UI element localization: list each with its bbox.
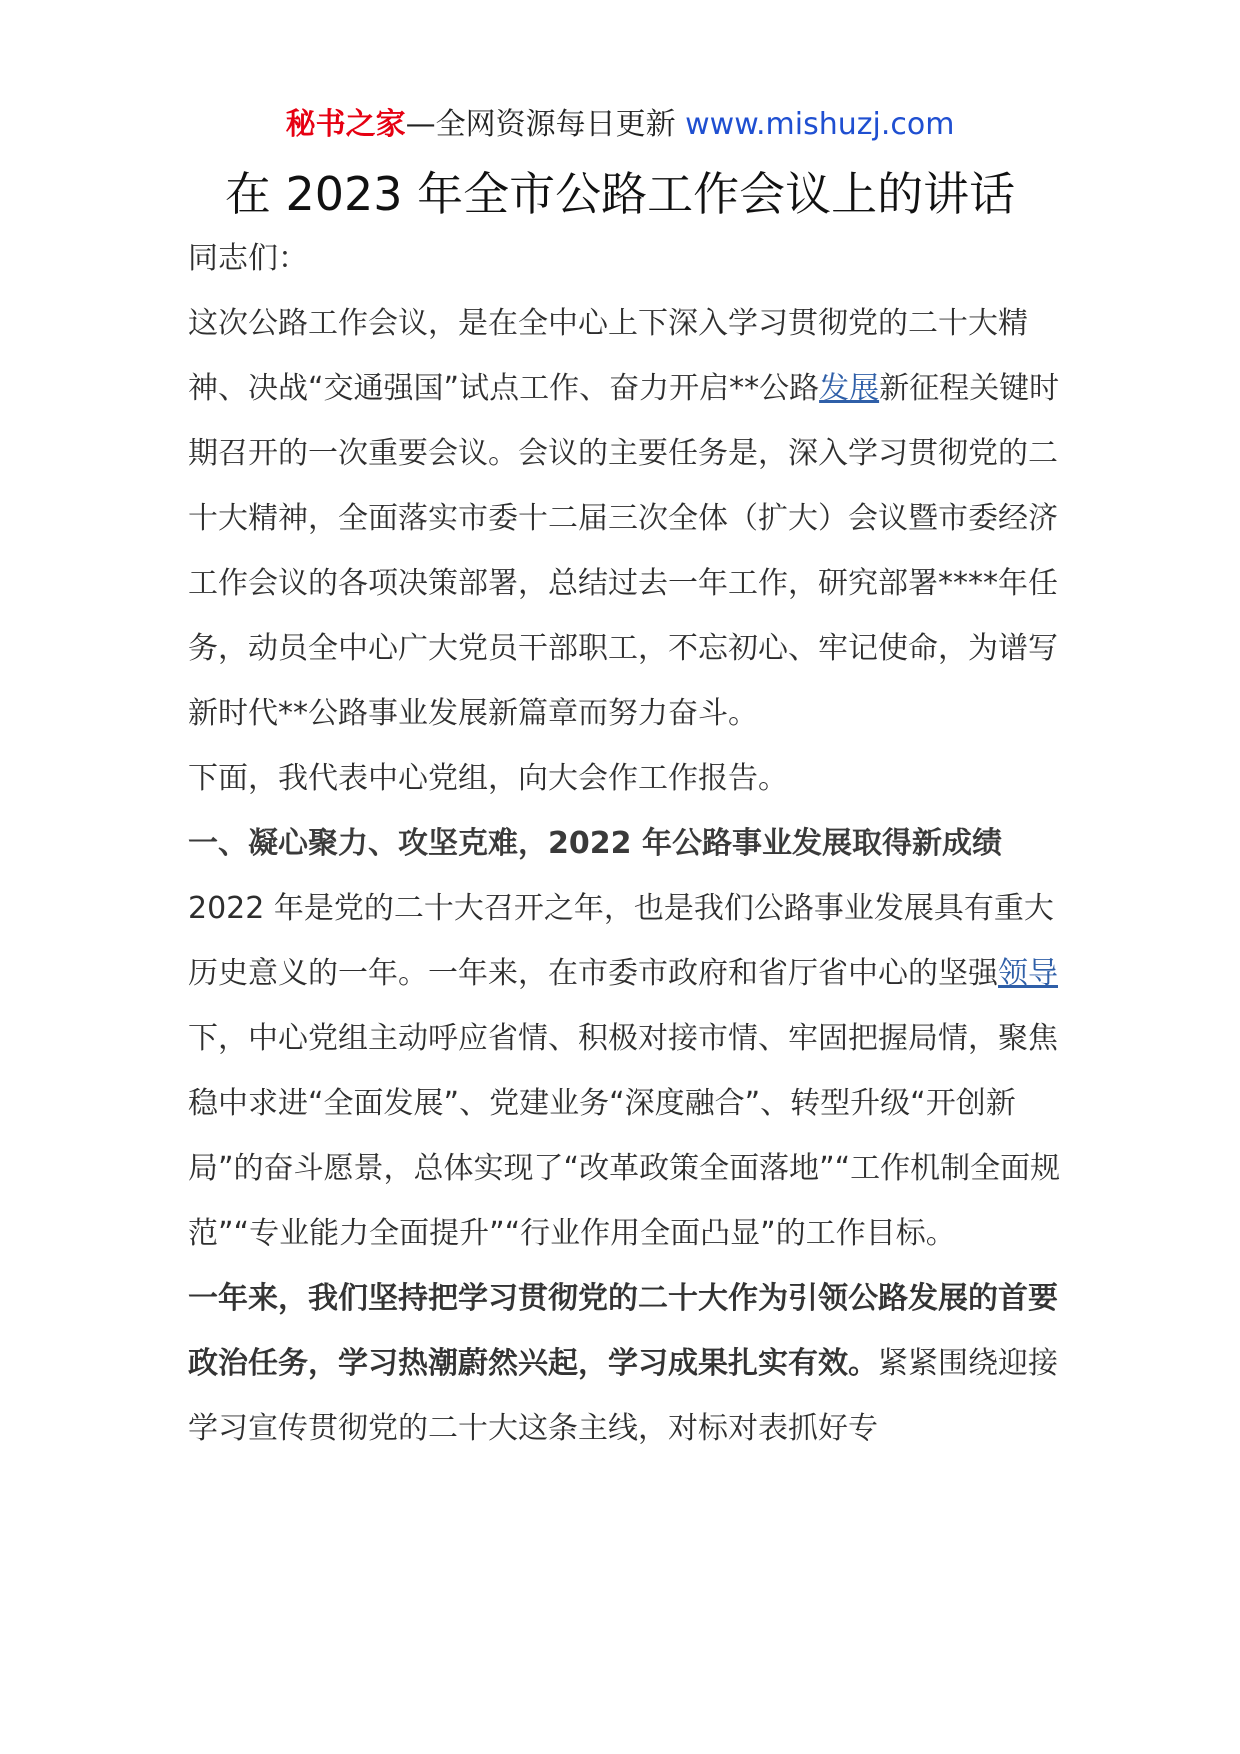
site-header bbox=[0, 100, 1240, 150]
brand-name: 秘书之家 bbox=[285, 107, 406, 142]
paragraph-intro bbox=[188, 291, 1068, 746]
brand-slogan: —全网资源每日更新 bbox=[405, 107, 676, 142]
paragraph-2022-review bbox=[188, 876, 1068, 1266]
document-body bbox=[188, 226, 1068, 1461]
paragraph-report-intro: 下面，我代表中心党组，向大会作工作报告。 bbox=[188, 761, 788, 796]
paragraph-2022-text-a: 2022 年是党的二十大召开之年，也是我们公路事业发展具有重大历史意义的一年。一年来，在市委市政府和省厅省中心的坚强 bbox=[188, 891, 1054, 991]
section-heading-1: 一、凝心聚力、攻坚克难，2022 年公路事业发展取得新成绩 bbox=[188, 826, 1002, 861]
paragraph-study bbox=[188, 1266, 1068, 1461]
paragraph-intro-text-b: 新征程关键时期召开的一次重要会议。会议的主要任务是，深入学习贯彻党的二十大精神，全面落实市委十二届三次全体（扩大）会议暨市委经济工作会议的各项决策部署，总结过去一年工作，研究部署****年任务，动员全中心广大党员干部职工，不忘初心、牢记使命，为谱写新时代**公路事业发展新篇章而努力奋斗。 bbox=[188, 371, 1060, 731]
paragraph-study-rest: 紧紧围绕迎接学习宣传贯彻党的二十大这条主线，对标对表抓好专 bbox=[188, 1346, 1058, 1446]
paragraph-study-bold: 一年来，我们坚持把学习贯彻党的二十大作为引领公路发展的首要政治任务，学习热潮蔚然兴起，学习成果扎实有效。 bbox=[188, 1281, 1058, 1381]
leadership-link[interactable]: 领导 bbox=[998, 956, 1058, 991]
salutation: 同志们： bbox=[188, 241, 308, 276]
site-url-link[interactable]: www.mishuzj.com bbox=[685, 107, 955, 142]
document-title: 在 2023 年全市公路工作会议上的讲话 bbox=[224, 167, 1016, 221]
paragraph-intro-text-a: 这次公路工作会议，是在全中心上下深入学习贯彻党的二十大精神、决战“交通强国”试点工作、奋力开启**公路 bbox=[188, 306, 1028, 406]
paragraph-2022-text-b: 下，中心党组主动呼应省情、积极对接市情、牢固把握局情，聚焦稳中求进“全面发展”、党建业务“深度融合”、转型升级“开创新局”的奋斗愿景，总体实现了“改革政策全面落地”“工作机制全面规范”“专业能力全面提升”“行业作用全面凸显”的工作目标。 bbox=[188, 1021, 1061, 1251]
development-link[interactable]: 发展 bbox=[819, 371, 880, 406]
